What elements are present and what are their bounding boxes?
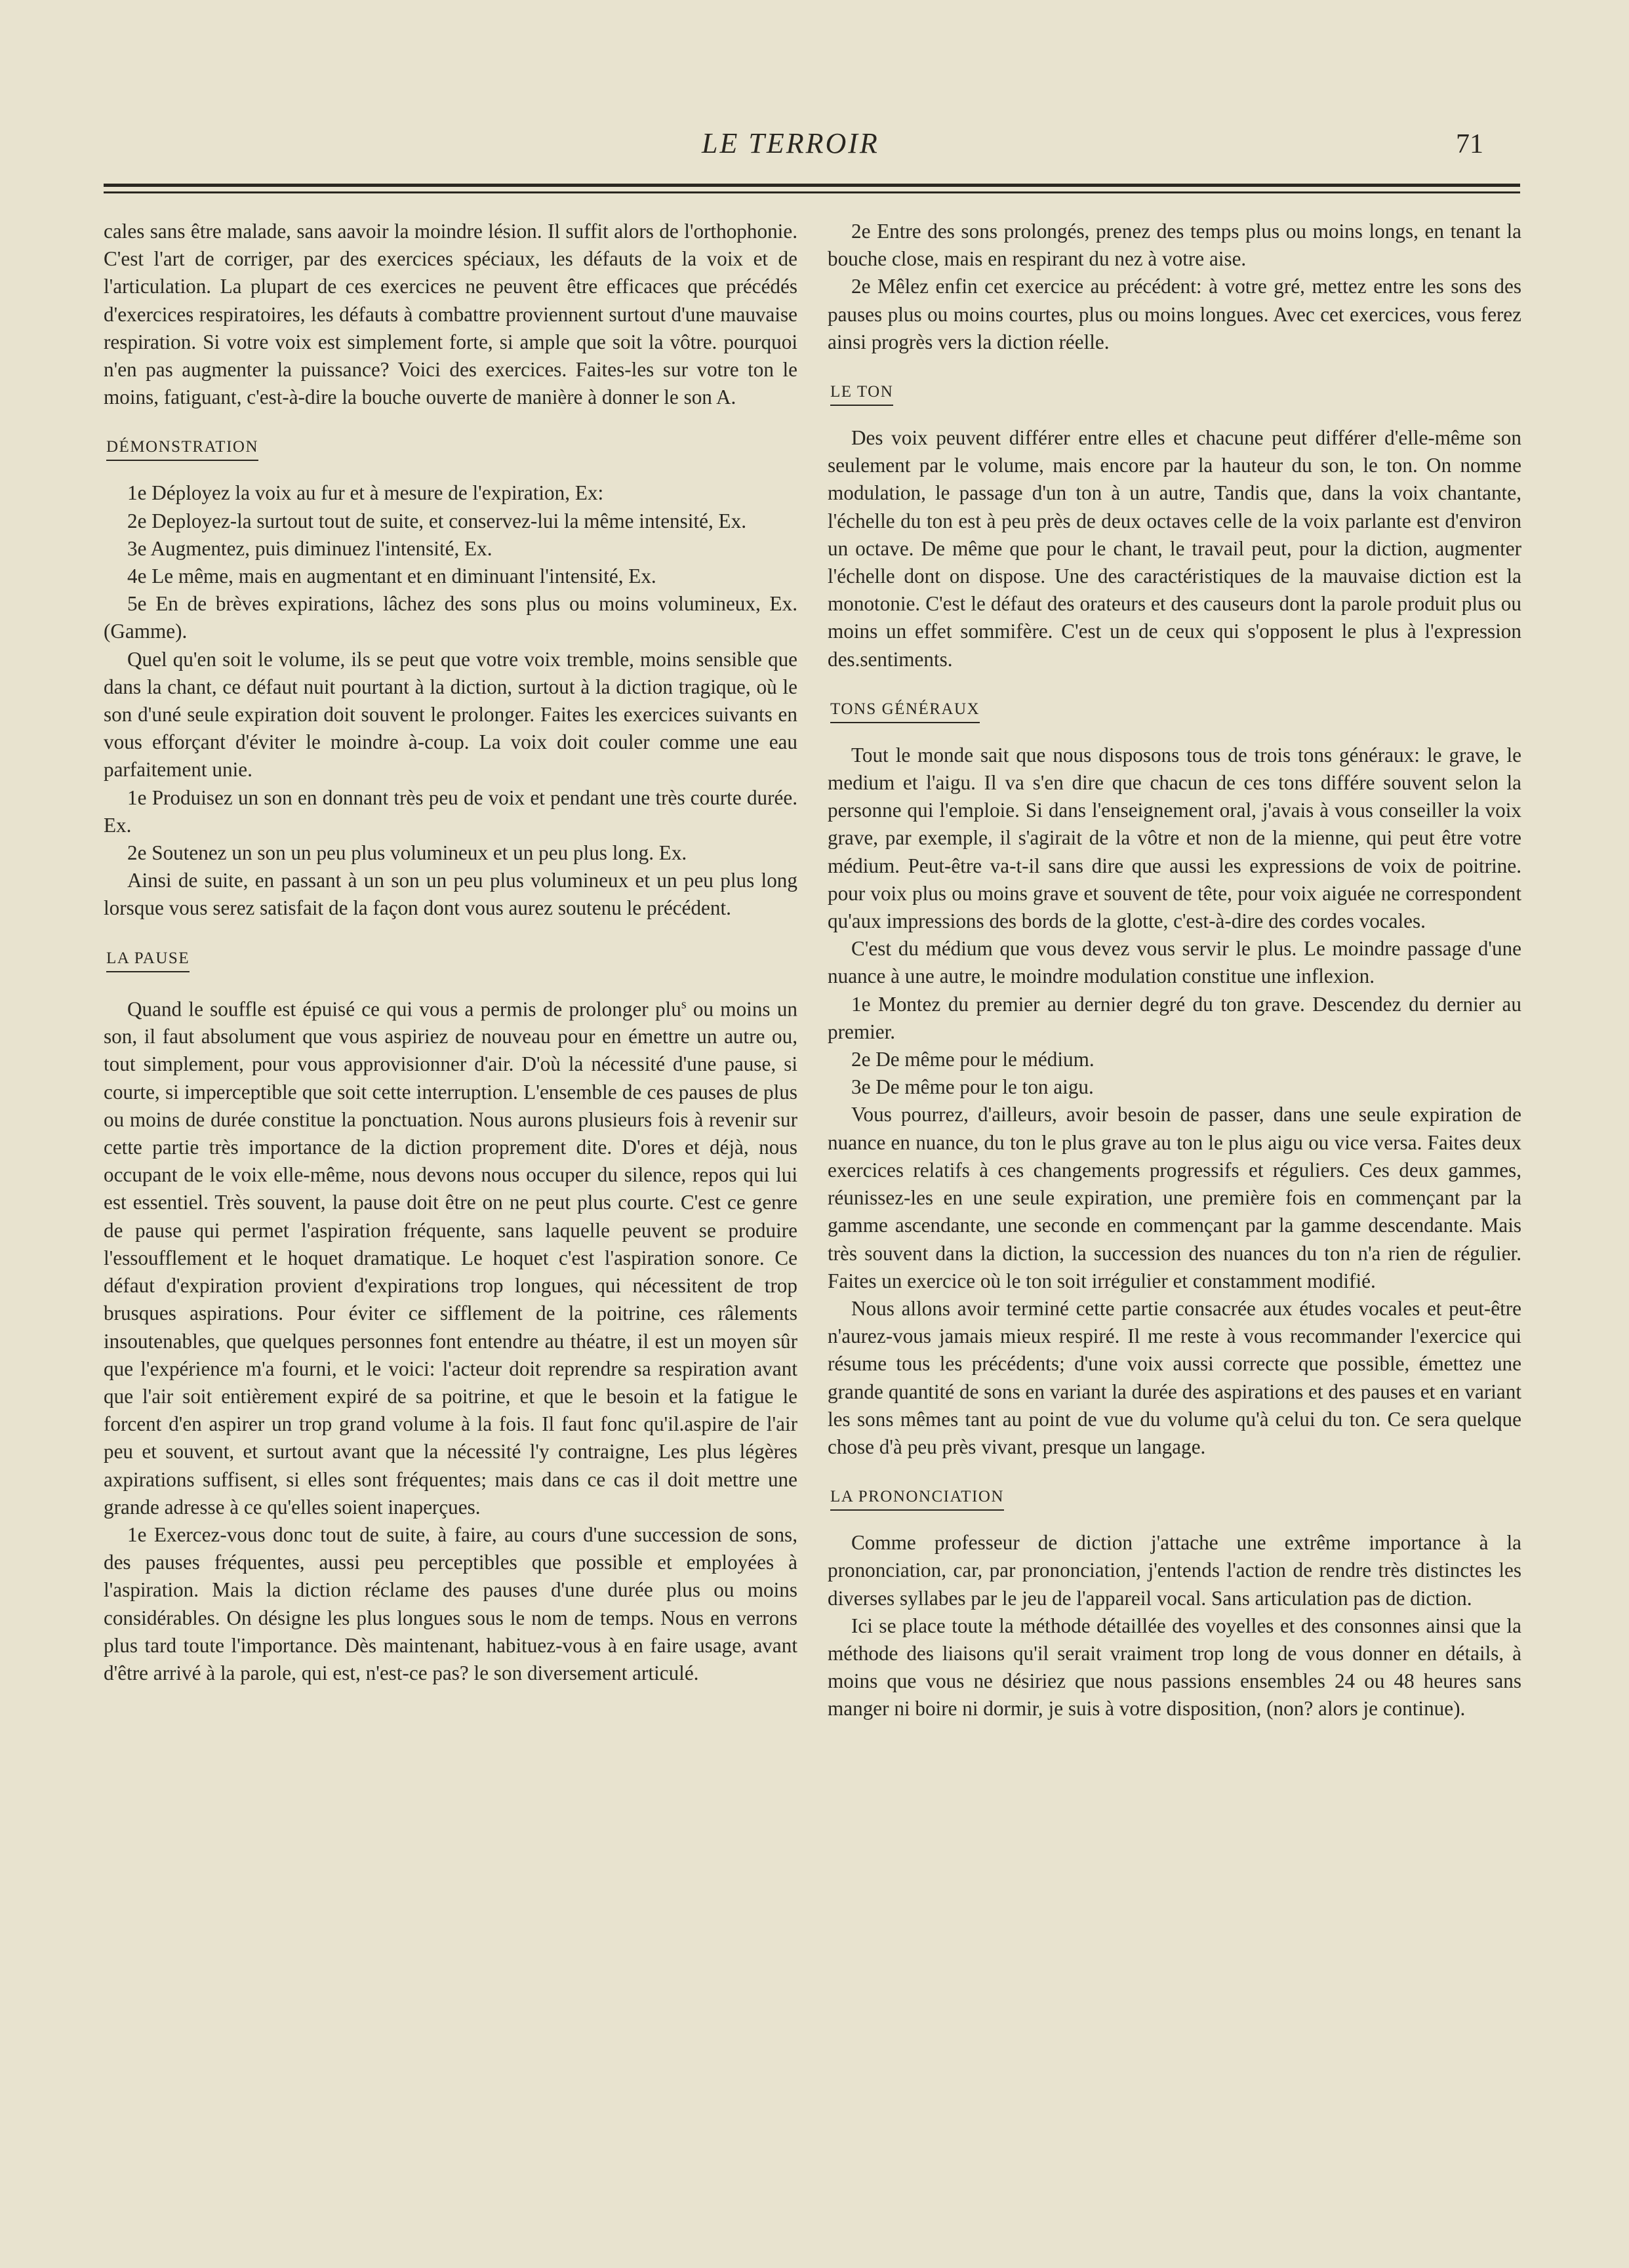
page-number: 71 [1456, 129, 1483, 159]
paragraph: 2e Mêlez enfin cet exercice au précédent: à votre gré, mettez entre les sons des pauses plus ou moins courtes, plus ou moins longues. Avec cet exercices, vous ferez ainsi progrès vers la diction réelle. [828, 275, 1521, 353]
superscript: s [681, 997, 687, 1012]
text-run: Quand le souffle est épuisé ce qui vous a permis de prolonger plu [127, 997, 681, 1021]
text-run: ou moins un son, il faut absolument que vous aspiriez de nouveau pour en émettre un autre ou, tout simplement, pour vous approvisionner d'air. D'où la nécessité d'une pause, si courte, si imperceptible que soit cette interruption. L'ensemble de ces pauses de plus ou moins de durée constitue la ponctuation. Nous aurons plusieurs fois à revenir sur cette partie très importance de la diction proprement dite. D'ores et déjà, nous occupant de le voix elle-même, nous devons nous occuper du silence, repos qui lui est essentiel. Très souvent, la pause doit être on ne peut plus courte. C'est ce genre de pause qui permet l'aspiration fréquente, sans laquelle peuvent se produire l'essoufflement et le hoquet dramatique. Le hoquet c'est l'aspiration sonore. Ce défaut d'expiration provient d'expirations trop longues, qui nécessitent de trop brusques aspirations. Pour éviter ce sifflement de la poitrine, ces râlements insoutenables, que quelques personnes font entendre au théatre, il est un moyen sûr que l'expérience m'a fourni, et le voici: l'acteur doit reprendre sa respiration avant que l'air soit entièrement expiré de sa poitrine, et que le besoin et la fatigue le forcent d'en aspirer un trop grand volume à la fois. Il faut fonc qu'il.aspire de l'air peu et souvent, et surtout avant que la nécessité l'y contraigne, Les plus légères axpirations suffisent, si elles sont fréquentes; mais dans ce cas il doit mettre une grande adresse à ce qu'elles soient inaperçues. [104, 997, 798, 1519]
running-title: LE TERROIR [702, 127, 879, 159]
paragraph [104, 991, 797, 1521]
paragraph: 1e Exercez-vous donc tout de suite, à faire, au cours d'une succession de sons, des pauses fréquentes, aussi peu perceptibles que possible et employées à l'aspiration. Mais la diction réclame des pauses d'une durée plus ou moins considérables. On désigne les plus longues sous le nom de temps. Nous en verrons plus tard toute l'importance. Dès maintenant, habituez-vous à en faire usage, avant d'être arrivé à la parole, qui est, n'est-ce pas? le son diversement articulé. [104, 1522, 797, 1684]
header-rule-thin [104, 191, 1520, 193]
paragraph: 2e De même pour le médium. [851, 1048, 1095, 1071]
paragraph: 5e En de brèves expirations, lâchez des sons plus ou moins volumineux, Ex. (Gamme). [104, 592, 797, 643]
paragraph: Vous pourrez, d'ailleurs, avoir besoin de passer, dans une seule expiration de nuance en nuance, du ton le plus grave au ton le plus aigu ou vice versa. Faites deux exercices relatifs à ces changements progressifs et réguliers. Ces deux gammes, réunissez-les en une seule expiration, une première fois en commençant par la gamme ascendante, une seconde en commençant par la gamme descendante. Mais très souvent dans la diction, la succession des nuances du ton n'a rien de régulier. Faites un exercice où le ton soit irrégulier et constamment modifié. [828, 1103, 1521, 1292]
paragraph: Tout le monde sait que nous disposons tous de trois tons généraux: le grave, le medium et l'aigu. Il va s'en dire que chacun de ces tons différe souvent selon la personne qui l'emploie. Si dans l'enseignement oral, j'avais à vous conseiller la voix grave, par exemple, il s'agirait de la vôtre et non de la mienne, qui peut être votre médium. Peut-être va-t-il sans dire que aussi les expressions de voix de poitrine. pour voix plus ou moins grave et souvent de tête, pour voix aiguée ne correspondent qu'aux impressions des bords de la glotte, c'est-à-dire des cordes vocales. [828, 743, 1521, 933]
paragraph: cales sans être malade, sans aavoir la moindre lésion. Il suffit alors de l'orthophonie. C'est l'art de corriger, par des exercices spéciaux, les défauts de la voix et de l'articulation. La plupart de ces exercices ne peuvent être efficaces que précédés d'exercices respiratoires, les défauts à combattre proviennent surtout d'une mauvaise respiration. Si votre voix est simplement forte, si ample que soit la vôtre. pourquoi n'en pas augmenter la puissance? Voici des exercices. Faites-les sur votre ton le moins, fatiguant, c'est-à-dire la bouche ouverte de manière à donner le son A. [104, 220, 797, 409]
section-heading-tons-generaux: TONS GÉNÉRAUX [830, 700, 980, 723]
paragraph: C'est du médium que vous devez vous servir le plus. Le moindre passage d'une nuance à une autre, le moindre modulation constitue une inflexion. [828, 937, 1521, 988]
paragraph: Comme professeur de diction j'attache une extrême importance à la prononciation, car, par prononciation, j'entends l'action de rendre très distinctes les diverses syllabes par le jeu de l'appareil vocal. Sans articulation pas de diction. [828, 1531, 1521, 1610]
paragraph: 3e Augmentez, puis diminuez l'intensité, Ex. [127, 536, 493, 560]
section-heading-ton: LE TON [830, 382, 893, 406]
paragraph: 1e Produisez un son en donnant très peu de voix et pendant une très courte durée. Ex. [104, 786, 797, 837]
paragraph: Quel qu'en soit le volume, ils se peut que votre voix tremble, moins sensible que dans la chant, ce défaut nuit pourtant à la diction, surtout à la diction tragique, où le son d'uné seule expiration doit souvent le prolonger. Faites les exercices suivants en vous efforçant d'éviter le moindre à-coup. La voix doit couler comme une eau parfaitement unie. [104, 647, 797, 782]
paragraph: 2e Soutenez un son un peu plus volumineux et un peu plus long. Ex. [127, 841, 687, 865]
section-heading-prononciation: LA PRONONCIATION [830, 1487, 1004, 1511]
paragraph: 1e Montez du premier au dernier degré du ton grave. Descendez du dernier au premier. [828, 992, 1521, 1043]
section-heading-pause: LA PAUSE [106, 949, 190, 972]
left-column [104, 218, 797, 1687]
paragraph: 1e Déployez la voix au fur et à mesure de l'expiration, Ex: [127, 481, 604, 505]
paragraph: Ici se place toute la méthode détaillée des voyelles et des consonnes ainsi que la méthode des liaisons qu'il serait vraiment trop long de vous donner en détails, à moins que vous ne désiriez que nous passions ensembles 24 ou 48 heures sans manger ni boire ni dormir, je suis à votre disposition, (non? alors je continue). [828, 1614, 1521, 1721]
paragraph: 3e De même pour le ton aigu. [851, 1075, 1094, 1099]
header-rule [104, 184, 1520, 187]
paragraph: 2e Deployez-la surtout tout de suite, et conservez-lui la même intensité, Ex. [127, 509, 746, 532]
right-column [828, 218, 1521, 1723]
paragraph: Nous allons avoir terminé cette partie consacrée aux études vocales et peut-être n'aurez-vous jamais mieux respiré. Il me reste à vous recommander l'exercice qui résume tous les précédents; d'une voix aussi correcte que possible, émettez une grande quantité de sons en variant la durée des aspirations et des pauses et en variant les sons mêmes tant au point de vue du volume qu'à celui du ton. Ce sera quelque chose d'à peu près vivant, presque un langage. [828, 1296, 1521, 1458]
paragraph: 4e Le même, mais en augmentant et en diminuant l'intensité, Ex. [127, 565, 656, 588]
paragraph: 2e Entre des sons prolongés, prenez des temps plus ou moins longs, en tenant la bouche close, mais en respirant du nez à votre aise. [828, 220, 1521, 271]
paragraph: Des voix peuvent différer entre elles et chacune peut différer d'elle-même son seulement par le volume, mais encore par la hauteur du son, le ton. On nomme modulation, le passage d'un ton à un autre, Tandis que, dans la voix chantante, l'échelle du ton est à peu près de deux octaves celle de la voix parlante est d'environ un octave. De même que pour le chant, le travail peut, pour la diction, augmenter l'échelle dont on dispose. Une des caractéristiques de la mauvaise diction est la monotonie. C'est le défaut des orateurs et des causeurs dont la parole produit plus ou moins un effet sommifère. C'est un de ceux qui s'opposent le plus à l'expression des.sentiments. [828, 426, 1521, 671]
section-heading-demonstration: DÉMONSTRATION [106, 437, 258, 461]
paragraph: Ainsi de suite, en passant à un son un peu plus volumineux et un peu plus long lorsque vous serez satisfait de la façon dont vous aurez soutenu le précédent. [104, 869, 797, 920]
